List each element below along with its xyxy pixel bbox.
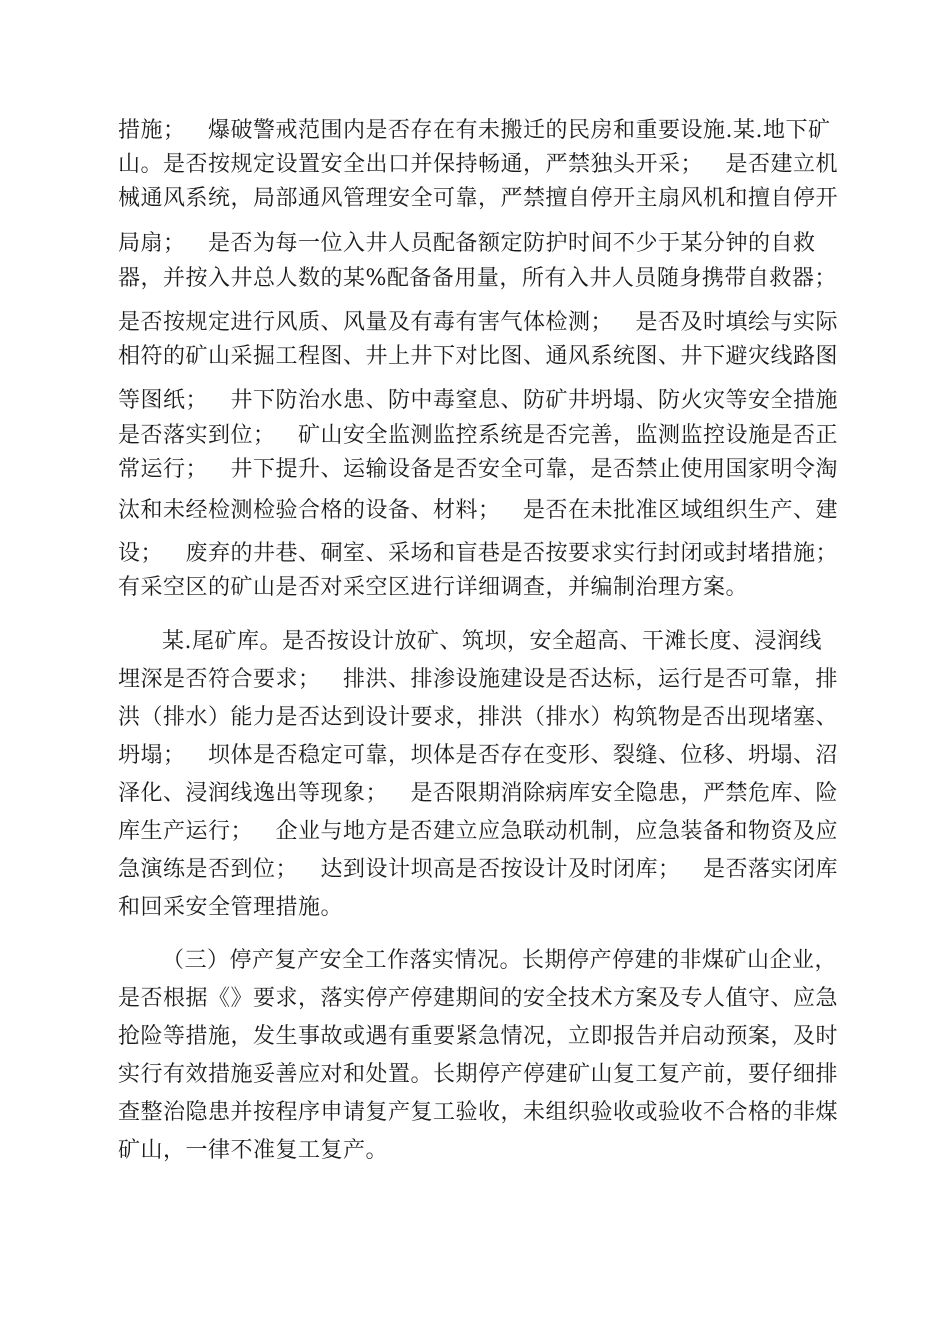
text-line: 器，并按入井总人数的某%配备备用量，所有入井人员随身携带自救器； — [118, 266, 837, 291]
text-line: 坍塌； 坝体是否稳定可靠，坝体是否存在变形、裂缝、位移、坍塌、沼 — [118, 743, 838, 768]
text-line: 山。是否按规定设置安全出口并保持畅通，严禁独头开采； 是否建立机 — [118, 152, 838, 177]
text-line: 是否按规定进行风质、风量及有毒有害气体检测； 是否及时填绘与实际 — [118, 310, 838, 335]
text-line: 是否根据《》要求，落实停产停建期间的安全技术方案及专人值守、应急 — [118, 986, 839, 1011]
text-line: 和回采安全管理措施。 — [118, 895, 344, 920]
text-line: 措施； 爆破警戒范围内是否存在有未搬迁的民房和重要设施.某.地下矿 — [118, 118, 831, 143]
text-line: 埋深是否符合要求； 排洪、排渗设施建设是否达标，运行是否可靠，排 — [118, 667, 838, 692]
text-line: 急演练是否到位； 达到设计坝高是否按设计及时闭库； 是否落实闭库 — [118, 857, 838, 882]
text-line: 常运行； 井下提升、运输设备是否安全可靠，是否禁止使用国家明令淘 — [118, 457, 838, 482]
text-line: （三）停产复产安全工作落实情况。长期停产停建的非煤矿山企业， — [162, 948, 838, 973]
text-line: 设； 废弃的井巷、硐室、采场和盲巷是否按要求实行封闭或封堵措施； — [118, 541, 838, 566]
text-line: 汰和未经检测检验合格的设备、材料； 是否在未批准区域组织生产、建 — [118, 498, 838, 523]
text-line: 抢险等措施，发生事故或遇有重要紧急情况，立即报告并启动预案，及时 — [118, 1024, 839, 1049]
text-line: 械通风系统，局部通风管理安全可靠，严禁擅自停开主扇风机和擅自停开 — [118, 186, 839, 211]
text-line: 某.尾矿库。是否按设计放矿、筑坝，安全超高、干滩长度、浸润线 — [162, 629, 822, 654]
text-line: 库生产运行； 企业与地方是否建立应急联动机制，应急装备和物资及应 — [118, 819, 838, 844]
text-line: 等图纸； 井下防治水患、防中毒窒息、防矿井坍塌、防火灾等安全措施 — [118, 388, 838, 413]
text-line: 泽化、浸润线逸出等现象； 是否限期消除病库安全隐患，严禁危库、险 — [118, 781, 838, 806]
text-line: 相符的矿山采掘工程图、井上井下对比图、通风系统图、井下避灾线路图 — [118, 344, 839, 369]
text-line: 是否落实到位； 矿山安全监测监控系统是否完善，监测监控设施是否正 — [118, 423, 838, 448]
text-line: 实行有效措施妥善应对和处置。长期停产停建矿山复工复产前，要仔细排 — [118, 1062, 839, 1087]
text-line: 矿山，一律不准复工复产。 — [118, 1138, 389, 1163]
text-line: 洪（排水）能力是否达到设计要求，排洪（排水）构筑物是否出现堵塞、 — [118, 705, 839, 730]
text-line: 局扇； 是否为每一位入井人员配备额定防护时间不少于某分钟的自救 — [118, 231, 816, 256]
text-line: 有采空区的矿山是否对采空区进行详细调查，并编制治理方案。 — [118, 575, 749, 600]
text-line: 查整治隐患并按程序申请复产复工验收，未组织验收或验收不合格的非煤 — [118, 1100, 839, 1125]
